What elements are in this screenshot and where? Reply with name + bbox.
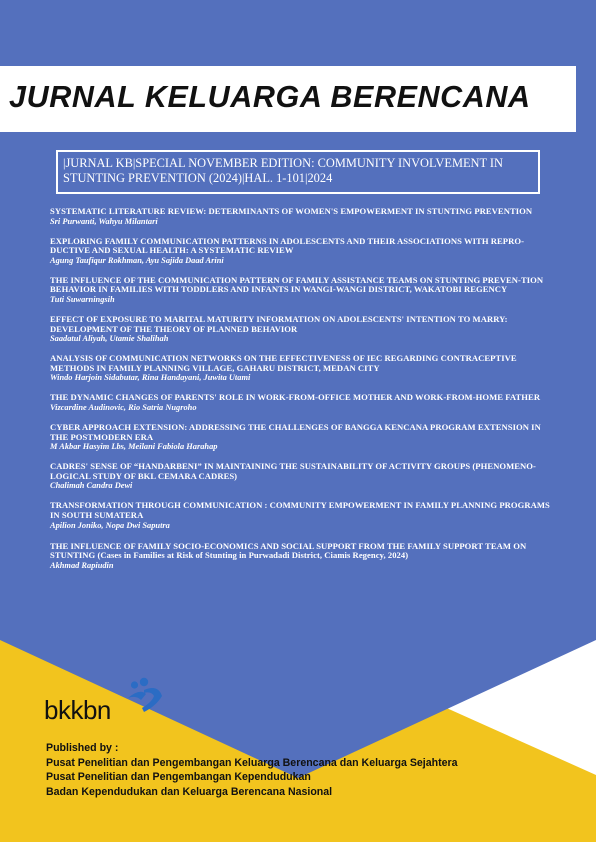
article-authors: Tuti Suwarningsih: [50, 294, 115, 304]
article-authors: M Akbar Hasyim Lbs, Meilani Fabiola Harahap: [50, 442, 218, 452]
article-authors: Saadatul Aliyah, Utamie Shalihah: [50, 334, 169, 344]
article-authors: Apilion Joniko, Nopa Dwi Saputra: [50, 520, 170, 530]
publisher-line: Badan Kependudukan dan Keluarga Berencana Nasional: [46, 785, 333, 798]
article-title: ANALYSIS OF COMMUNICATION NETWORKS ON THE EFFECTIVENESS OF IEC REGARDING CONTRACEPTIVE METHODS IN FAMILY PLANNING VILLAGE, GAHARU DISTRICT, MEDAN CITY: [50, 353, 517, 373]
article-item[interactable]: [50, 315, 550, 344]
article-title: THE DYNAMIC CHANGES OF PARENTS' ROLE IN WORK-FROM-OFFICE MOTHER AND WORK-FROM-HOME FATHER: [50, 392, 541, 403]
article-list: [50, 207, 550, 571]
article-item[interactable]: [50, 393, 550, 413]
bkkbn-logo: [44, 676, 174, 726]
article-item[interactable]: [50, 542, 550, 571]
journal-title-box: [0, 66, 576, 132]
article-authors: Windo Harjoin Sidabutar, Rina Handayani, Juwita Utami: [50, 373, 251, 383]
article-title: THE INFLUENCE OF THE COMMUNICATION PATTERN OF FAMILY ASSISTANCE TEAMS ON STUNTING PREVEN-TION BEHAVIOR IN FAMILIES WITH TODDLERS AND INFANTS IN WANGI-WANGI DISTRICT, WAKATOBI REGENCY: [50, 274, 544, 295]
article-item[interactable]: [50, 207, 550, 227]
issue-info-box: |JURNAL KB|SPECIAL NOVEMBER EDITION: COMMUNITY INVOLVEMENT IN STUNTING PREVENTION (2024)|HAL. 1-101|2024: [56, 150, 540, 194]
article-authors: Chalimah Candra Dewi: [50, 481, 133, 491]
logo-wordmark: bkkbn: [44, 695, 111, 725]
article-authors: Agung Taufiqur Rokhman, Ayu Sajida Daad Arini: [50, 255, 224, 265]
article-title: CADRES' SENSE OF “HANDARBENI” IN MAINTAINING THE SUSTAINABILITY OF ACTIVITY GROUPS (PHENOMENO-LOGICAL STUDY OF BKL CEMARA CADRES): [50, 461, 536, 481]
article-item[interactable]: [50, 276, 550, 305]
article-title: CYBER APPROACH EXTENSION: ADDRESSING THE CHALLENGES OF BANGGA KENCANA PROGRAM EXTENSION IN THE POSTMODERN ERA: [50, 421, 541, 442]
journal-title: JURNAL KELUARGA BERENCANA: [9, 80, 531, 114]
article-item[interactable]: [50, 354, 550, 383]
article-authors: Akhmad Rapiudin: [50, 560, 114, 570]
article-item[interactable]: [50, 237, 550, 266]
publisher-line: Pusat Penelitian dan Pengembangan Keluarga Berencana dan Keluarga Sejahtera: [46, 756, 458, 769]
article-title: EXPLORING FAMILY COMMUNICATION PATTERNS IN ADOLESCENTS AND THEIR ASSOCIATIONS WITH REPRO-DUCTIVE AND SEXUAL HEALTH: A SYSTEMATIC REVIEW: [50, 235, 524, 256]
article-item[interactable]: [50, 423, 550, 452]
article-title: THE INFLUENCE OF FAMILY SOCIO-ECONOMICS AND SOCIAL SUPPORT FROM THE FAMILY SUPPORT TEAM ON STUNTING (Cases in Families at Risk of Stunting in Purwadadi District, Ciamis Regency, 2024): [50, 540, 527, 561]
article-item[interactable]: [50, 501, 550, 530]
article-title: SYSTEMATIC LITERATURE REVIEW: DETERMINANTS OF WOMEN'S EMPOWERMENT IN STUNTING PREVENTION: [50, 206, 533, 216]
publisher-line: Pusat Penelitian dan Pengembangan Kependudukan: [46, 771, 311, 784]
article-item[interactable]: [50, 462, 550, 491]
bkkbn-logo-mark-icon: [122, 676, 166, 714]
publisher-label: Published by :: [46, 742, 119, 754]
article-authors: Vizcardine Audinovic, Rio Satria Nugroho: [50, 402, 197, 412]
article-title: TRANSFORMATION THROUGH COMMUNICATION : COMMUNITY EMPOWERMENT IN FAMILY PLANNING PROGRAMS IN SOUTH SUMATERA: [50, 500, 550, 520]
article-title: EFFECT OF EXPOSURE TO MARITAL MATURITY INFORMATION ON ADOLESCENTS' INTENTION TO MARRY: DEVELOPMENT OF THE THEORY OF PLANNED BEHAVIOR: [50, 313, 508, 334]
article-authors: Sri Purwanti, Wahyu Milantari: [50, 216, 158, 226]
publisher-block: [46, 741, 458, 799]
